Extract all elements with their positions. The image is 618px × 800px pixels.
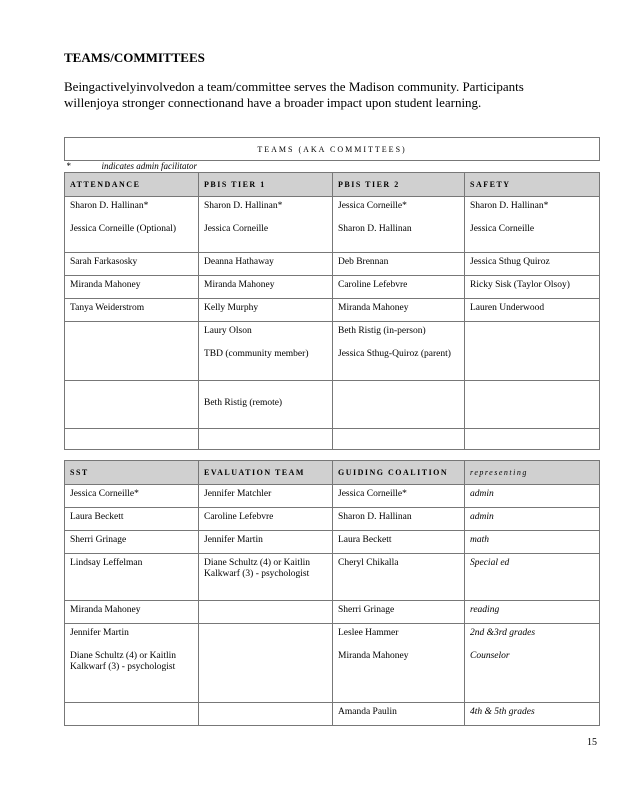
table-header-row xyxy=(65,173,600,197)
table-cell xyxy=(199,601,333,624)
cell-entry: Sharon D. Hallinan* xyxy=(204,201,283,211)
table-cell xyxy=(199,624,333,703)
cell-entry: Counselor xyxy=(470,651,510,661)
cell-entry: Jessica Corneille (Optional) xyxy=(70,224,177,234)
table-row xyxy=(65,322,600,381)
table-row xyxy=(65,531,600,554)
table-cell xyxy=(465,322,600,381)
cell-entry: Sharon D. Hallinan xyxy=(338,512,412,522)
table-cell xyxy=(465,276,600,299)
cell-entry: Laura Beckett xyxy=(70,512,124,522)
table-cell xyxy=(199,508,333,531)
table-cell xyxy=(333,197,465,253)
cell-entry: Sherri Grinage xyxy=(338,605,395,615)
page-number: 15 xyxy=(587,737,597,748)
table-cell xyxy=(333,531,465,554)
table-cell xyxy=(65,601,199,624)
table-body xyxy=(65,485,600,726)
table-row xyxy=(65,381,600,429)
column-header: representing xyxy=(465,461,600,485)
table-cell xyxy=(199,197,333,253)
table-cell xyxy=(465,531,600,554)
cell-entry: Miranda Mahoney xyxy=(338,303,409,313)
column-header: ATTENDANCE xyxy=(65,173,199,197)
table-cell xyxy=(65,703,199,726)
table-row xyxy=(65,485,600,508)
cell-entry: Sharon D. Hallinan xyxy=(338,224,412,234)
table-cell xyxy=(65,322,199,381)
cell-entry: 4th & 5th grades xyxy=(470,707,535,717)
table-cell xyxy=(465,381,600,429)
table-cell xyxy=(333,381,465,429)
table-cell xyxy=(465,197,600,253)
cell-entry: Leslee Hammer xyxy=(338,628,399,638)
table-cell xyxy=(65,508,199,531)
table-cell xyxy=(65,253,199,276)
table-cell xyxy=(65,276,199,299)
table-row xyxy=(65,624,600,703)
table-cell xyxy=(199,485,333,508)
table-row xyxy=(65,601,600,624)
table-header-row xyxy=(65,461,600,485)
table-cell xyxy=(333,485,465,508)
table-cell xyxy=(65,429,199,450)
table-cell xyxy=(65,299,199,322)
teams-table-2 xyxy=(64,460,600,726)
table-cell xyxy=(199,299,333,322)
cell-entry: Jennifer Matchler xyxy=(204,489,272,499)
cell-entry: Sherri Grinage xyxy=(70,535,127,545)
table-cell xyxy=(333,703,465,726)
cell-entry: Miranda Mahoney xyxy=(70,605,141,615)
cell-entry: Caroline Lefebvre xyxy=(204,512,274,522)
column-header: SST xyxy=(65,461,199,485)
table-cell xyxy=(199,381,333,429)
cell-entry: Jessica Corneille xyxy=(470,224,535,234)
cell-entry: Jessica Corneille* xyxy=(338,489,407,499)
cell-entry: Sharon D. Hallinan* xyxy=(470,201,549,211)
table-row xyxy=(65,299,600,322)
cell-entry: Deb Brennan xyxy=(338,257,389,267)
cell-entry: admin xyxy=(470,489,494,499)
table-cell xyxy=(65,624,199,703)
table-row xyxy=(65,429,600,450)
cell-entry: TBD (community member) xyxy=(204,349,309,359)
table-cell xyxy=(333,429,465,450)
table-row xyxy=(65,554,600,601)
table-cell xyxy=(465,429,600,450)
table-cell xyxy=(465,703,600,726)
cell-entry: Jessica Corneille xyxy=(204,224,269,234)
column-header: SAFETY xyxy=(465,173,600,197)
cell-entry: Kelly Murphy xyxy=(204,303,259,313)
cell-entry: Deanna Hathaway xyxy=(204,257,274,267)
cell-entry: Jennifer Martin xyxy=(70,628,129,638)
table-cell xyxy=(333,554,465,601)
table-cell xyxy=(199,322,333,381)
cell-entry: Jessica Corneille* xyxy=(70,489,139,499)
cell-entry: Jessica Sthug Quiroz xyxy=(470,257,550,267)
cell-entry: Special ed xyxy=(470,558,510,568)
cell-entry: Laury Olson xyxy=(204,326,252,336)
table-row xyxy=(65,276,600,299)
section-heading: TEAMS/COMMITTEES xyxy=(64,50,205,65)
cell-entry: Caroline Lefebvre xyxy=(338,280,408,290)
cell-entry: Laura Beckett xyxy=(338,535,392,545)
cell-entry: Diane Schultz (4) or Kaitlin Kalkwarf (3) - psychologist xyxy=(204,558,311,579)
table-cell xyxy=(333,276,465,299)
cell-entry: Beth Ristig (in-person) xyxy=(338,326,426,336)
table-banner: TEAMS (AKA COMMITTEES) xyxy=(65,138,600,161)
cell-entry: math xyxy=(470,535,489,545)
table-row xyxy=(65,253,600,276)
cell-entry: Jessica Corneille* xyxy=(338,201,407,211)
table-body xyxy=(65,197,600,450)
column-header: EVALUATION TEAM xyxy=(199,461,333,485)
cell-entry: Miranda Mahoney xyxy=(70,280,141,290)
table-cell xyxy=(465,624,600,703)
table-cell xyxy=(465,485,600,508)
note-text: indicates admin facilitator xyxy=(101,161,197,171)
cell-entry: Jennifer Martin xyxy=(204,535,263,545)
table-cell xyxy=(465,601,600,624)
table-cell xyxy=(465,554,600,601)
column-header: PBIS TIER 1 xyxy=(199,173,333,197)
cell-entry: Cheryl Chikalla xyxy=(338,558,399,568)
table-cell xyxy=(199,429,333,450)
cell-entry: reading xyxy=(470,605,500,615)
table-cell xyxy=(465,299,600,322)
table-cell xyxy=(333,322,465,381)
admin-note xyxy=(65,161,600,173)
table-cell xyxy=(199,531,333,554)
table-row xyxy=(65,703,600,726)
cell-entry: Amanda Paulin xyxy=(338,707,397,717)
cell-entry: Sharon D. Hallinan* xyxy=(70,201,149,211)
cell-entry: Lindsay Leffelman xyxy=(70,558,143,568)
teams-table-1 xyxy=(64,137,600,450)
table-cell xyxy=(333,508,465,531)
table-cell xyxy=(465,508,600,531)
cell-entry: Miranda Mahoney xyxy=(338,651,409,661)
table-cell xyxy=(65,381,199,429)
cell-entry: 2nd &3rd grades xyxy=(470,628,536,638)
cell-entry: Sarah Farkasosky xyxy=(70,257,138,267)
cell-entry: Beth Ristig (remote) xyxy=(204,398,283,408)
cell-entry: Miranda Mahoney xyxy=(204,280,275,290)
table-cell xyxy=(65,554,199,601)
intro-paragraph: Beingactivelyinvolvedon a team/committee serves the Madison community. Participants willenjoya stronger connectionand have a broader impact upon student learning. xyxy=(64,79,524,110)
cell-entry: Diane Schultz (4) or Kaitlin Kalkwarf (3) - psychologist xyxy=(70,651,177,672)
table-cell xyxy=(333,624,465,703)
cell-entry: Lauren Underwood xyxy=(470,303,545,313)
table-cell xyxy=(333,601,465,624)
table-cell xyxy=(333,299,465,322)
table-cell xyxy=(199,703,333,726)
cell-entry: Ricky Sisk (Taylor Olsoy) xyxy=(470,280,570,290)
table-cell xyxy=(199,276,333,299)
table-cell xyxy=(199,554,333,601)
table-cell xyxy=(65,197,199,253)
column-header: PBIS TIER 2 xyxy=(333,173,465,197)
table-cell xyxy=(333,253,465,276)
table-row xyxy=(65,508,600,531)
table-cell xyxy=(465,253,600,276)
note-asterisk: * xyxy=(66,161,71,171)
table-cell xyxy=(199,253,333,276)
table-row xyxy=(65,197,600,253)
cell-entry: Jessica Sthug-Quiroz (parent) xyxy=(338,349,451,359)
cell-entry: admin xyxy=(470,512,494,522)
cell-entry: Tanya Weiderstrom xyxy=(70,303,145,313)
table-cell xyxy=(65,531,199,554)
table-cell xyxy=(65,485,199,508)
column-header: GUIDING COALITION xyxy=(333,461,465,485)
